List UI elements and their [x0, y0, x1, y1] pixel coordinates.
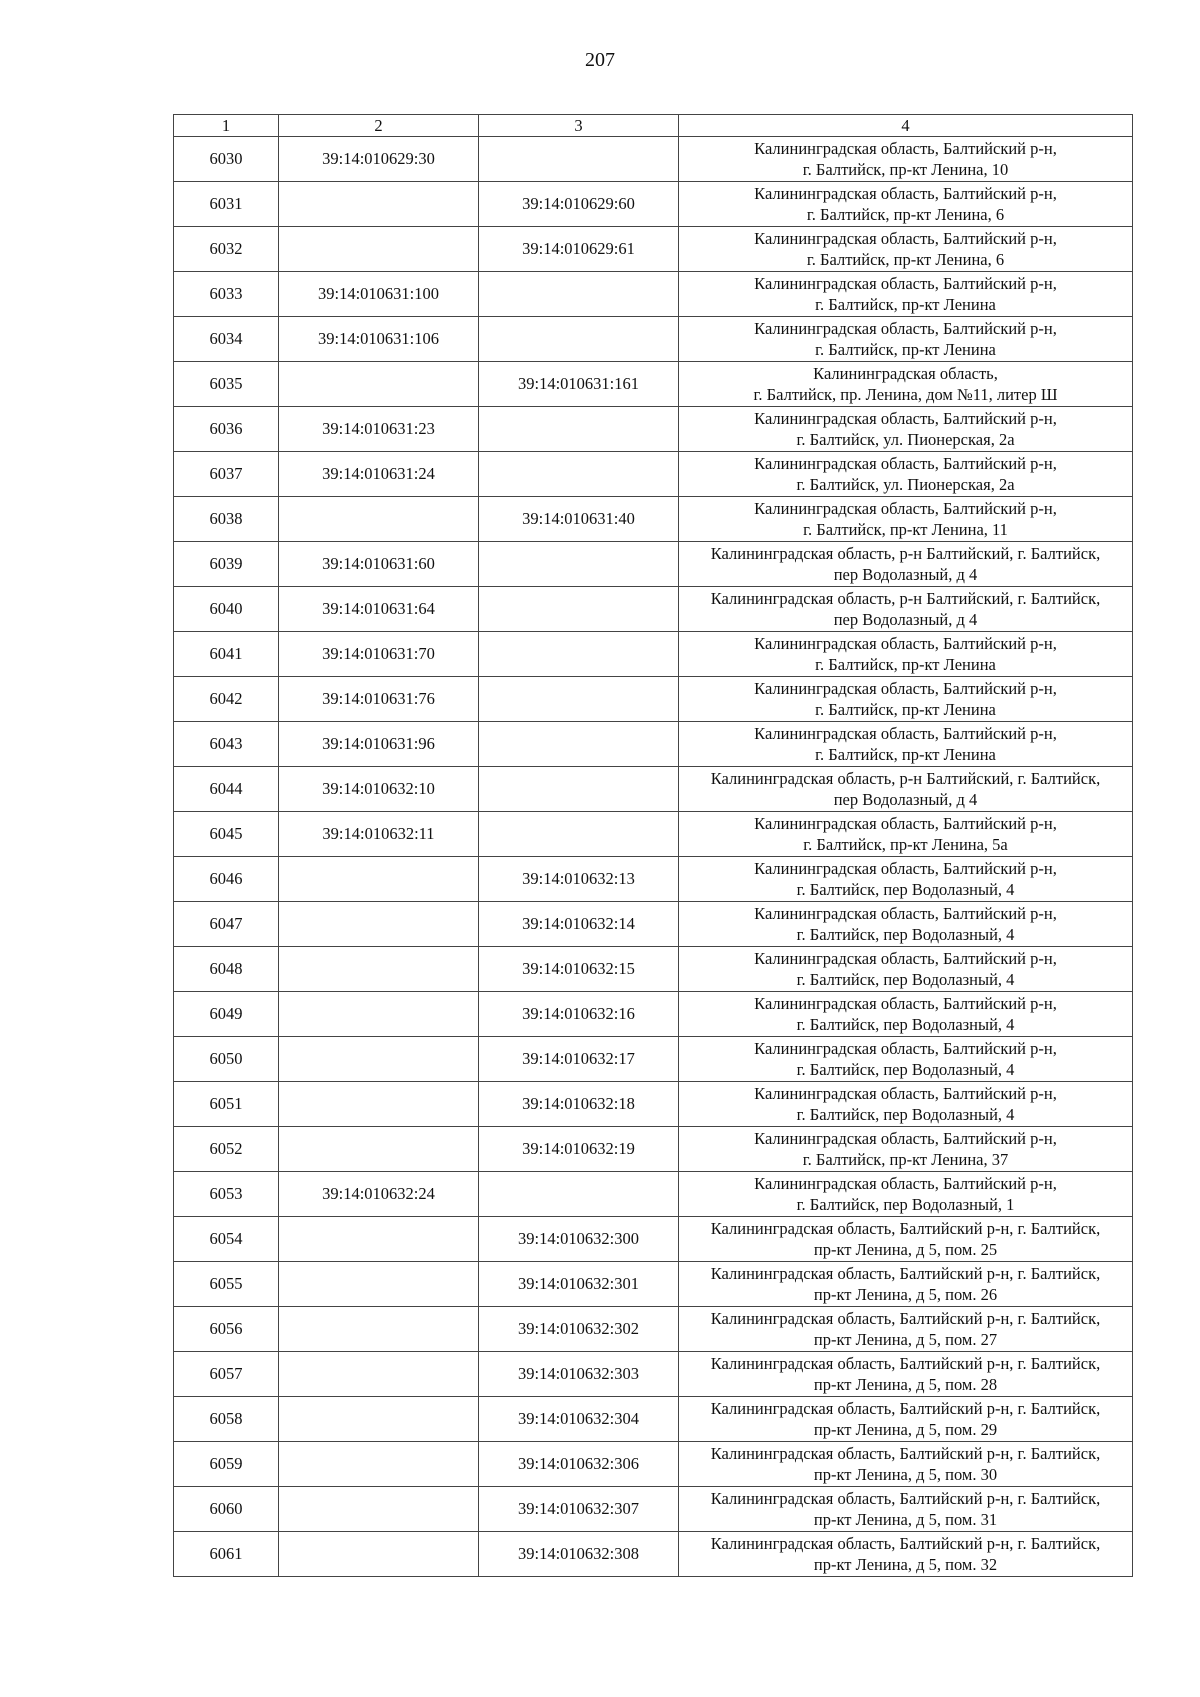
row-number: 6052	[174, 1127, 279, 1172]
cadastral-number-col2	[279, 857, 479, 902]
cadastral-number-col3	[479, 632, 679, 677]
row-number: 6037	[174, 452, 279, 497]
address-line-1: Калининградская область, Балтийский р-н,	[754, 1084, 1057, 1103]
table-row	[174, 1082, 1133, 1127]
address-line-2: г. Балтийск, пр-кт Ленина, 11	[803, 520, 1008, 539]
register-table	[173, 114, 1133, 1577]
cadastral-number-col2	[279, 1397, 479, 1442]
address-line-1: Калининградская область, Балтийский р-н,	[754, 679, 1057, 698]
address-line-2: г. Балтийск, пер Водолазный, 4	[796, 880, 1015, 899]
address-cell	[679, 812, 1133, 857]
cadastral-number-col2	[279, 1442, 479, 1487]
row-number: 6048	[174, 947, 279, 992]
address-line-1: Калининградская область, Балтийский р-н,	[754, 949, 1057, 968]
address-line-2: г. Балтийск, пр-кт Ленина	[815, 700, 996, 719]
row-number: 6061	[174, 1532, 279, 1577]
table-row	[174, 452, 1133, 497]
row-number: 6058	[174, 1397, 279, 1442]
table-row	[174, 767, 1133, 812]
cadastral-number-col3	[479, 722, 679, 767]
address-line-1: Калининградская область, Балтийский р-н,	[754, 1039, 1057, 1058]
table-row	[174, 1217, 1133, 1262]
cadastral-number-col3	[479, 272, 679, 317]
row-number: 6060	[174, 1487, 279, 1532]
table-row	[174, 182, 1133, 227]
address-line-2: пер Водолазный, д 4	[833, 610, 978, 629]
cadastral-number-col2	[279, 182, 479, 227]
address-cell	[679, 1307, 1133, 1352]
header-col-4: 4	[679, 115, 1133, 137]
cadastral-number-col3	[479, 677, 679, 722]
address-line-2: г. Балтийск, пер Водолазный, 1	[796, 1195, 1015, 1214]
address-line-2: г. Балтийск, пр-кт Ленина, 37	[802, 1150, 1009, 1169]
row-number: 6041	[174, 632, 279, 677]
address-line-2: г. Балтийск, пр-кт Ленина	[815, 745, 996, 764]
header-col-3: 3	[479, 115, 679, 137]
row-number: 6053	[174, 1172, 279, 1217]
table-row	[174, 137, 1133, 182]
address-cell	[679, 1037, 1133, 1082]
cadastral-number-col3: 39:14:010631:40	[479, 497, 679, 542]
cadastral-number-col3: 39:14:010631:161	[479, 362, 679, 407]
address-line-1: Калининградская область, Балтийский р-н,	[754, 814, 1057, 833]
table-row	[174, 407, 1133, 452]
address-line-1: Калининградская область, Балтийский р-н,	[754, 499, 1057, 518]
header-col-1: 1	[174, 115, 279, 137]
cadastral-number-col2	[279, 497, 479, 542]
address-cell	[679, 452, 1133, 497]
table-row	[174, 1397, 1133, 1442]
row-number: 6032	[174, 227, 279, 272]
address-cell	[679, 362, 1133, 407]
address-cell	[679, 407, 1133, 452]
address-line-1: Калининградская область, р-н Балтийский, г. Балтийск,	[710, 589, 1101, 608]
cadastral-number-col3	[479, 407, 679, 452]
table-row	[174, 317, 1133, 362]
cadastral-number-col2: 39:14:010631:96	[279, 722, 479, 767]
row-number: 6045	[174, 812, 279, 857]
cadastral-number-col3: 39:14:010632:18	[479, 1082, 679, 1127]
address-line-1: Калининградская область, Балтийский р-н, г. Балтийск,	[710, 1489, 1101, 1508]
address-line-1: Калининградская область, Балтийский р-н, г. Балтийск,	[710, 1354, 1101, 1373]
address-cell	[679, 137, 1133, 182]
address-cell	[679, 992, 1133, 1037]
address-line-1: Калининградская область, р-н Балтийский, г. Балтийск,	[710, 769, 1101, 788]
cadastral-number-col2: 39:14:010629:30	[279, 137, 479, 182]
address-cell	[679, 1127, 1133, 1172]
cadastral-number-col3: 39:14:010632:307	[479, 1487, 679, 1532]
row-number: 6046	[174, 857, 279, 902]
address-cell	[679, 587, 1133, 632]
table-row	[174, 632, 1133, 677]
address-cell	[679, 632, 1133, 677]
address-line-1: Калининградская область, Балтийский р-н, г. Балтийск,	[710, 1399, 1101, 1418]
address-line-2: пр-кт Ленина, д 5, пом. 29	[813, 1420, 998, 1439]
table-row	[174, 722, 1133, 767]
address-line-1: Калининградская область, Балтийский р-н,	[754, 454, 1057, 473]
address-cell	[679, 1172, 1133, 1217]
address-line-1: Калининградская область, Балтийский р-н,	[754, 1129, 1057, 1148]
row-number: 6050	[174, 1037, 279, 1082]
row-number: 6038	[174, 497, 279, 542]
address-line-2: г. Балтийск, ул. Пионерская, 2а	[796, 475, 1015, 494]
address-line-2: г. Балтийск, пр-кт Ленина, 6	[806, 205, 1005, 224]
address-line-2: пр-кт Ленина, д 5, пом. 28	[813, 1375, 998, 1394]
row-number: 6055	[174, 1262, 279, 1307]
cadastral-number-col2	[279, 227, 479, 272]
cadastral-number-col2	[279, 1307, 479, 1352]
table-row	[174, 1037, 1133, 1082]
address-line-2: пр-кт Ленина, д 5, пом. 30	[813, 1465, 998, 1484]
table-row	[174, 992, 1133, 1037]
address-line-2: пр-кт Ленина, д 5, пом. 25	[813, 1240, 998, 1259]
cadastral-number-col2	[279, 1127, 479, 1172]
address-line-2: г. Балтийск, пр-кт Ленина, 10	[802, 160, 1009, 179]
address-line-1: Калининградская область, Балтийский р-н,	[754, 634, 1057, 653]
address-cell	[679, 182, 1133, 227]
row-number: 6030	[174, 137, 279, 182]
table-row	[174, 812, 1133, 857]
cadastral-number-col3	[479, 812, 679, 857]
address-line-2: г. Балтийск, пер Водолазный, 4	[796, 1105, 1015, 1124]
row-number: 6057	[174, 1352, 279, 1397]
table-row	[174, 542, 1133, 587]
cadastral-number-col2: 39:14:010631:100	[279, 272, 479, 317]
address-line-1: Калининградская область,	[813, 364, 998, 383]
page-number: 207	[585, 49, 615, 71]
address-line-1: Калининградская область, Балтийский р-н,	[754, 1174, 1057, 1193]
cadastral-number-col2: 39:14:010632:10	[279, 767, 479, 812]
row-number: 6049	[174, 992, 279, 1037]
address-line-2: пр-кт Ленина, д 5, пом. 31	[813, 1510, 998, 1529]
address-cell	[679, 1532, 1133, 1577]
address-line-1: Калининградская область, Балтийский р-н, г. Балтийск,	[710, 1444, 1101, 1463]
address-cell	[679, 902, 1133, 947]
address-line-1: Калининградская область, Балтийский р-н,	[754, 274, 1057, 293]
table-row	[174, 272, 1133, 317]
address-cell	[679, 542, 1133, 587]
address-line-2: пер Водолазный, д 4	[833, 565, 978, 584]
cadastral-number-col2	[279, 1352, 479, 1397]
cadastral-number-col3: 39:14:010632:15	[479, 947, 679, 992]
address-line-1: Калининградская область, Балтийский р-н,	[754, 184, 1057, 203]
cadastral-number-col2	[279, 992, 479, 1037]
address-line-2: г. Балтийск, пр-кт Ленина, 5а	[803, 835, 1008, 854]
address-cell	[679, 767, 1133, 812]
address-line-1: Калининградская область, Балтийский р-н, г. Балтийск,	[710, 1309, 1101, 1328]
cadastral-number-col3: 39:14:010632:304	[479, 1397, 679, 1442]
row-number: 6040	[174, 587, 279, 632]
header-col-2: 2	[279, 115, 479, 137]
row-number: 6054	[174, 1217, 279, 1262]
table-row	[174, 857, 1133, 902]
table-header	[174, 115, 1133, 137]
row-number: 6031	[174, 182, 279, 227]
cadastral-number-col2	[279, 1532, 479, 1577]
row-number: 6051	[174, 1082, 279, 1127]
table-body	[174, 137, 1133, 1577]
cadastral-number-col3: 39:14:010632:306	[479, 1442, 679, 1487]
table-row	[174, 677, 1133, 722]
address-line-1: Калининградская область, Балтийский р-н,	[754, 994, 1057, 1013]
cadastral-number-col2: 39:14:010631:64	[279, 587, 479, 632]
cadastral-number-col3: 39:14:010632:14	[479, 902, 679, 947]
cadastral-number-col2: 39:14:010631:60	[279, 542, 479, 587]
cadastral-number-col3: 39:14:010632:16	[479, 992, 679, 1037]
address-line-2: г. Балтийск, пер Водолазный, 4	[796, 925, 1015, 944]
cadastral-number-col2: 39:14:010632:24	[279, 1172, 479, 1217]
table-row	[174, 1127, 1133, 1172]
cadastral-number-col3: 39:14:010632:308	[479, 1532, 679, 1577]
cadastral-number-col3	[479, 767, 679, 812]
address-line-2: г. Балтийск, пер Водолазный, 4	[796, 1060, 1015, 1079]
address-line-2: г. Балтийск, пр. Ленина, дом №11, литер Ш	[753, 385, 1058, 404]
table-row	[174, 497, 1133, 542]
cadastral-number-col3: 39:14:010629:61	[479, 227, 679, 272]
row-number: 6039	[174, 542, 279, 587]
address-line-2: пр-кт Ленина, д 5, пом. 27	[813, 1330, 998, 1349]
cadastral-number-col3: 39:14:010632:19	[479, 1127, 679, 1172]
cadastral-number-col2	[279, 1487, 479, 1532]
address-line-1: Калининградская область, Балтийский р-н, г. Балтийск,	[710, 1219, 1101, 1238]
cadastral-number-col2: 39:14:010631:24	[279, 452, 479, 497]
cadastral-number-col3: 39:14:010632:13	[479, 857, 679, 902]
table-row	[174, 1262, 1133, 1307]
address-line-2: г. Балтийск, пр-кт Ленина, 6	[806, 250, 1005, 269]
address-line-2: г. Балтийск, пр-кт Ленина	[815, 295, 996, 314]
address-line-1: Калининградская область, Балтийский р-н, г. Балтийск,	[710, 1264, 1101, 1283]
address-line-1: Калининградская область, Балтийский р-н,	[754, 724, 1057, 743]
address-cell	[679, 677, 1133, 722]
cadastral-number-col2	[279, 902, 479, 947]
cadastral-number-col2	[279, 362, 479, 407]
table-row	[174, 947, 1133, 992]
table-row	[174, 1352, 1133, 1397]
address-line-1: Калининградская область, Балтийский р-н,	[754, 409, 1057, 428]
cadastral-number-col3: 39:14:010632:300	[479, 1217, 679, 1262]
cadastral-number-col3	[479, 542, 679, 587]
table-row	[174, 902, 1133, 947]
cadastral-number-col2: 39:14:010631:76	[279, 677, 479, 722]
address-cell	[679, 1262, 1133, 1307]
cadastral-number-col2: 39:14:010631:70	[279, 632, 479, 677]
cadastral-number-col3: 39:14:010632:17	[479, 1037, 679, 1082]
cadastral-number-col2	[279, 1217, 479, 1262]
address-cell	[679, 1487, 1133, 1532]
cadastral-number-col2: 39:14:010631:106	[279, 317, 479, 362]
row-number: 6043	[174, 722, 279, 767]
address-line-2: г. Балтийск, пр-кт Ленина	[815, 340, 996, 359]
address-cell	[679, 497, 1133, 542]
table-row	[174, 587, 1133, 632]
table-row	[174, 1487, 1133, 1532]
cadastral-number-col3	[479, 587, 679, 632]
row-number: 6035	[174, 362, 279, 407]
address-line-2: г. Балтийск, пр-кт Ленина	[815, 655, 996, 674]
table-row	[174, 362, 1133, 407]
cadastral-number-col2	[279, 1262, 479, 1307]
address-line-1: Калининградская область, Балтийский р-н,	[754, 229, 1057, 248]
address-line-2: г. Балтийск, ул. Пионерская, 2а	[796, 430, 1015, 449]
address-cell	[679, 1352, 1133, 1397]
cadastral-number-col3	[479, 452, 679, 497]
row-number: 6036	[174, 407, 279, 452]
table-row	[174, 1172, 1133, 1217]
address-cell	[679, 1217, 1133, 1262]
address-cell	[679, 1442, 1133, 1487]
cadastral-number-col3: 39:14:010632:301	[479, 1262, 679, 1307]
address-line-1: Калининградская область, р-н Балтийский, г. Балтийск,	[710, 544, 1101, 563]
address-cell	[679, 722, 1133, 767]
cadastral-number-col2	[279, 1037, 479, 1082]
row-number: 6033	[174, 272, 279, 317]
address-cell	[679, 1082, 1133, 1127]
address-line-1: Калининградская область, Балтийский р-н,	[754, 859, 1057, 878]
address-line-2: г. Балтийск, пер Водолазный, 4	[796, 1015, 1015, 1034]
address-cell	[679, 272, 1133, 317]
table-row	[174, 1442, 1133, 1487]
row-number: 6059	[174, 1442, 279, 1487]
address-line-1: Калининградская область, Балтийский р-н,	[754, 319, 1057, 338]
table-row	[174, 1307, 1133, 1352]
cadastral-number-col3: 39:14:010632:302	[479, 1307, 679, 1352]
address-cell	[679, 857, 1133, 902]
address-cell	[679, 1397, 1133, 1442]
address-line-2: пр-кт Ленина, д 5, пом. 26	[813, 1285, 998, 1304]
cadastral-number-col3	[479, 317, 679, 362]
cadastral-number-col3	[479, 1172, 679, 1217]
address-line-2: г. Балтийск, пер Водолазный, 4	[796, 970, 1015, 989]
cadastral-number-col2: 39:14:010631:23	[279, 407, 479, 452]
address-line-1: Калининградская область, Балтийский р-н, г. Балтийск,	[710, 1534, 1101, 1553]
table-row	[174, 1532, 1133, 1577]
cadastral-number-col2	[279, 947, 479, 992]
cadastral-number-col3	[479, 137, 679, 182]
cadastral-number-col3: 39:14:010632:303	[479, 1352, 679, 1397]
cadastral-number-col3: 39:14:010629:60	[479, 182, 679, 227]
address-line-1: Калининградская область, Балтийский р-н,	[754, 904, 1057, 923]
address-cell	[679, 947, 1133, 992]
table-row	[174, 227, 1133, 272]
address-cell	[679, 227, 1133, 272]
address-line-2: пр-кт Ленина, д 5, пом. 32	[813, 1555, 998, 1574]
row-number: 6042	[174, 677, 279, 722]
cadastral-number-col2	[279, 1082, 479, 1127]
row-number: 6034	[174, 317, 279, 362]
cadastral-number-col2: 39:14:010632:11	[279, 812, 479, 857]
row-number: 6044	[174, 767, 279, 812]
address-line-2: пер Водолазный, д 4	[833, 790, 978, 809]
row-number: 6047	[174, 902, 279, 947]
header-row	[174, 115, 1133, 137]
address-cell	[679, 317, 1133, 362]
row-number: 6056	[174, 1307, 279, 1352]
address-line-1: Калининградская область, Балтийский р-н,	[754, 139, 1057, 158]
